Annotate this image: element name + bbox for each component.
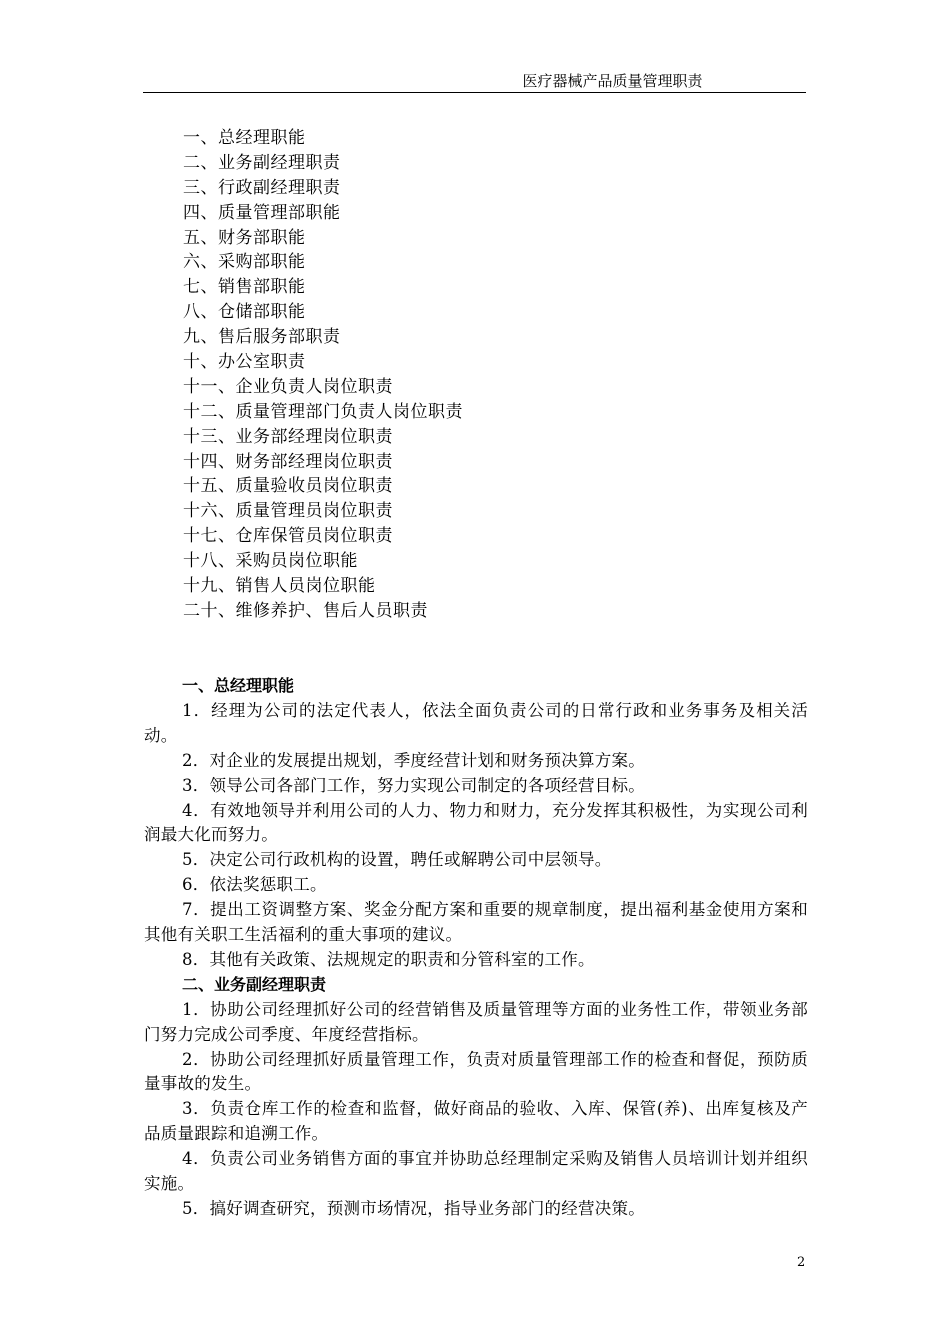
toc-item: 十八、采购员岗位职能 <box>183 551 358 572</box>
toc-item: 十五、质量验收员岗位职责 <box>183 476 393 497</box>
toc-item: 十九、销售人员岗位职能 <box>183 576 376 597</box>
section-paragraph: 2．协助公司经理抓好质量管理工作，负责对质量管理部工作的检查和督促，预防质量事故的发生。 <box>144 1049 808 1094</box>
page-number: 2 <box>797 1255 806 1270</box>
section-paragraph: 3．负责仓库工作的检查和监督，做好商品的验收、入库、保管(养)、出库复核及产品质量跟踪和追溯工作。 <box>144 1099 808 1144</box>
section-paragraph: 1．协助公司经理抓好公司的经营销售及质量管理等方面的业务性工作，带领业务部门努力完成公司季度、年度经营指标。 <box>144 999 808 1044</box>
section-title: 一、总经理职能 <box>182 676 295 695</box>
running-header-title: 医疗器械产品质量管理职责 <box>522 72 703 90</box>
toc-item: 十六、质量管理员岗位职责 <box>183 501 393 522</box>
toc-item: 九、售后服务部职责 <box>183 327 341 348</box>
section-paragraph: 5．搞好调查研究，预测市场情况，指导业务部门的经营决策。 <box>182 1199 645 1218</box>
toc-item: 一、总经理职能 <box>183 128 306 148</box>
toc-item: 十三、业务部经理岗位职责 <box>183 426 393 447</box>
section-paragraph: 6．依法奖惩职工。 <box>182 875 327 895</box>
toc-item: 十四、财务部经理岗位职责 <box>183 451 393 472</box>
section-paragraph: 2．对企业的发展提出规划，季度经营计划和财务预决算方案。 <box>182 750 645 770</box>
section-paragraph: 3．领导公司各部门工作，努力实现公司制定的各项经营目标。 <box>182 775 645 795</box>
document-body <box>144 674 808 1222</box>
header-rule <box>143 92 806 93</box>
toc-item: 六、采购部职能 <box>183 252 306 273</box>
section-title: 二、业务副经理职责 <box>182 974 327 994</box>
toc-item: 五、财务部职能 <box>183 227 306 248</box>
toc-item: 八、仓储部职能 <box>183 302 306 323</box>
toc-item: 三、行政副经理职责 <box>183 177 341 198</box>
section-paragraph: 4．负责公司业务销售方面的事宜并协助总经理制定采购及销售人员培训计划并组织实施。 <box>144 1149 808 1194</box>
section-paragraph: 4．有效地领导并利用公司的人力、物力和财力，充分发挥其积极性，为实现公司利润最大化而努力。 <box>144 800 808 845</box>
section-paragraph: 7．提出工资调整方案、奖金分配方案和重要的规章制度，提出福利基金使用方案和其他有关职工生活福利的重大事项的建议。 <box>144 900 808 945</box>
toc-item: 四、质量管理部职能 <box>183 202 341 223</box>
toc-item: 十二、质量管理部门负责人岗位职责 <box>183 401 463 422</box>
toc-item: 十、办公室职责 <box>183 352 306 373</box>
toc-item: 十一、企业负责人岗位职责 <box>183 376 393 397</box>
section-paragraph: 5．决定公司行政机构的设置，聘任或解聘公司中层领导。 <box>182 850 612 870</box>
section-paragraph: 8．其他有关政策、法规规定的职责和分管科室的工作。 <box>182 949 595 969</box>
toc-item: 二、业务副经理职责 <box>183 152 341 173</box>
toc-item: 十七、仓库保管员岗位职责 <box>183 526 393 547</box>
toc-item: 七、销售部职能 <box>183 277 306 298</box>
toc-item: 二十、维修养护、售后人员职责 <box>183 600 428 621</box>
table-of-contents <box>183 126 463 624</box>
section-paragraph: 1．经理为公司的法定代表人，依法全面负责公司的日常行政和业务事务及相关活动。 <box>144 700 808 745</box>
